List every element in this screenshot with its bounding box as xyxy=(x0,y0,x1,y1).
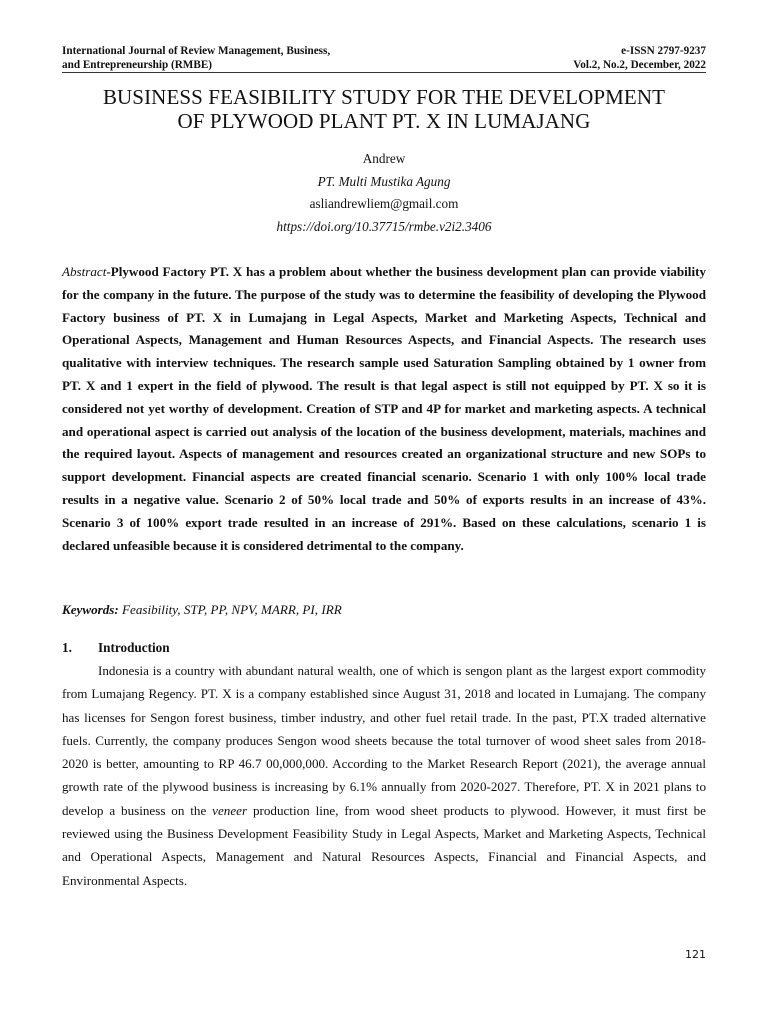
abstract-label: Abstract xyxy=(62,264,107,279)
paragraph-text-end: production line, from wood sheet products to plywood. However, it must first be reviewed using the Business Development Feasibility Study in Legal Aspects, Market and Marketing Aspects, Technical and Operational Aspects, Management and Natural Resources Aspects, Financial and Financial Aspects, and Environmental Aspects. xyxy=(62,802,706,888)
introduction-paragraph xyxy=(62,659,706,892)
paper-title-line1: BUSINESS FEASIBILITY STUDY FOR THE DEVELOPMENT xyxy=(102,85,666,109)
issn: e-ISSN 2797-9237 xyxy=(621,45,706,57)
section-heading xyxy=(62,638,706,658)
journal-name-line1: International Journal of Review Management, Business, xyxy=(62,45,331,57)
keywords xyxy=(62,600,706,620)
section-number: 1. xyxy=(62,640,72,655)
abstract-text: -Plywood Factory PT. X has a problem about whether the business development plan can provide viability for the company in the future. The purpose of the study was to determine the feasibility of developing the Plywood Factory business of PT. X in Lumajang in Legal Aspects, Market and Marketing Aspects, Technical and Operational Aspects, Management and Human Resources Aspects, and Financial Aspects. The research uses qualitative with interview techniques. The research sample used Saturation Sampling obtained by 1 owner from PT. X and 1 expert in the field of plywood. The result is that legal aspect is still not equipped by PT. X so it is considered not yet worthy of development. Creation of STP and 4P for market and marketing aspects. A technical and operational aspect is carried out analysis of the location of the business development, materials, machines and the required layout. Aspects of management and resources created an organizational structure and new SOPs to support development. Financial aspects are created financial scenario. Scenario 1 with only 100% local trade results in a negative value. Scenario 2 of 50% local trade and 50% of exports results in an increase of 43%. Scenario 3 of 100% export trade resulted in an increase of 291%. Based on these calculations, scenario 1 is declared unfeasible because it is considered detrimental to the company. xyxy=(62,264,706,553)
paper-title-line2: OF PLYWOOD PLANT PT. X IN LUMAJANG xyxy=(177,109,591,133)
author-block xyxy=(62,148,706,238)
paragraph-text-start: Indonesia is a country with abundant natural wealth, one of which is sengon plant as the largest export commodity from Lumajang Regency. PT. X is a company established since August 31, 2018 and located in Lumajang. The company has licenses for Sengon forest business, timber industry, and other fuel retail trade. In the past, PT.X traded alternative fuels. Currently, the company produces Sengon wood sheets because the total turnover of wood sheet sales from 2018-2020 is better, amounting to RP 46.7 00,000,000. According to the Market Research Report (2021), the average annual growth rate of the plywood business is increasing by 6.1% annually from 2020-2027. Therefore, PT. X in 2021 plans to develop a business on the xyxy=(62,663,706,818)
italic-term: veneer xyxy=(212,802,248,818)
author-affiliation: PT. Multi Mustika Agung xyxy=(317,173,451,189)
volume-info: Vol.2, No.2, December, 2022 xyxy=(573,59,706,71)
journal-name xyxy=(62,44,330,72)
header-divider xyxy=(62,72,706,73)
keywords-label: Keywords: xyxy=(62,602,119,617)
journal-issue xyxy=(573,44,706,72)
page-number: 121 xyxy=(685,948,706,961)
paper-title xyxy=(62,85,706,133)
paper-page xyxy=(62,0,706,1024)
doi-link[interactable]: https://doi.org/10.37715/rmbe.v2i2.3406 xyxy=(276,218,492,234)
author-email[interactable]: asliandrewliem@gmail.com xyxy=(309,196,459,211)
section-title: Introduction xyxy=(98,640,170,655)
keywords-values: Feasibility, STP, PP, NPV, MARR, PI, IRR xyxy=(122,602,342,617)
journal-name-line2: and Entrepreneurship (RMBE) xyxy=(62,59,213,71)
abstract xyxy=(62,261,706,557)
author-name: Andrew xyxy=(362,151,406,166)
